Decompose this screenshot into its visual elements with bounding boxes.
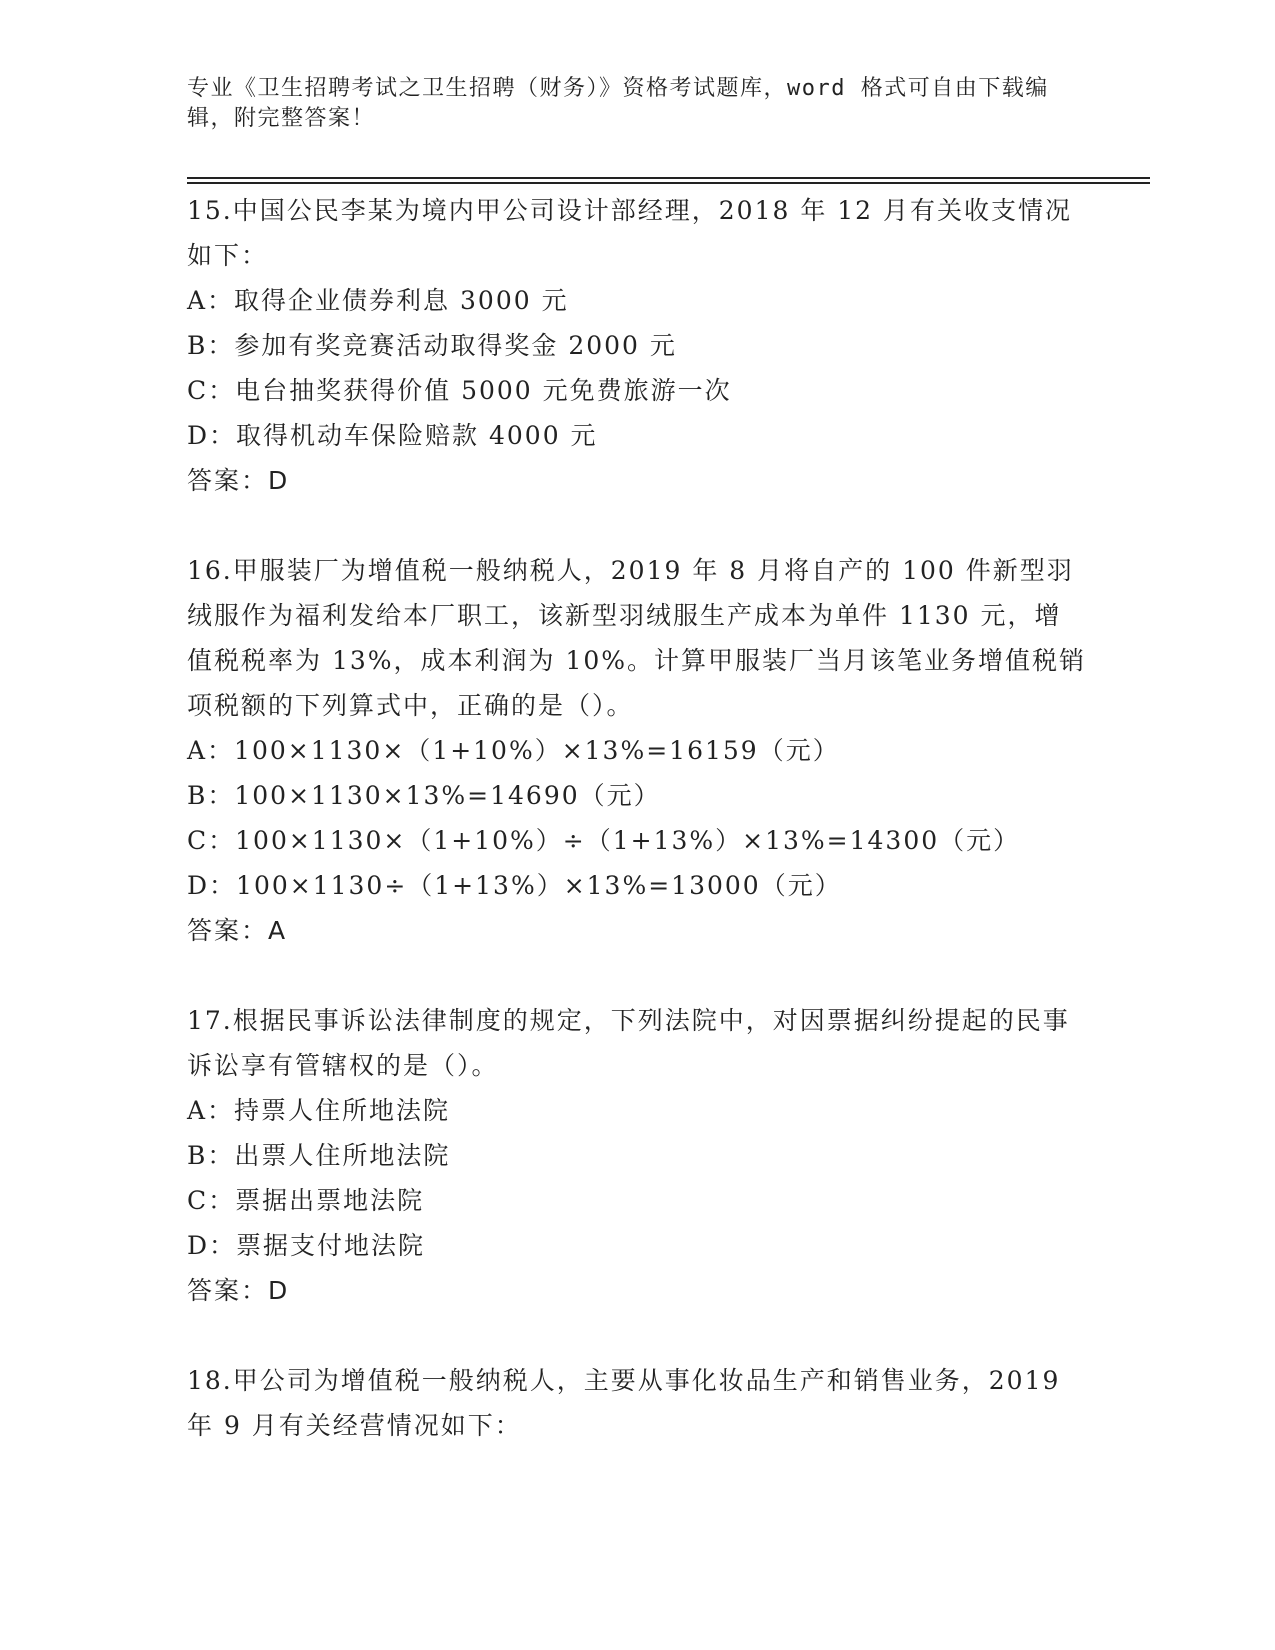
document-header: 专业《卫生招聘考试之卫生招聘（财务）》资格考试题库，word 格式可自由下载编辑，附完整答案！ [187, 76, 1049, 131]
question-16 [187, 548, 1087, 953]
option-c: C：电台抽奖获得价值 5000 元免费旅游一次 [187, 376, 732, 405]
option-c: C：100×1130×（1+10%）÷（1+13%）×13%=14300（元） [187, 826, 1021, 855]
question-list [187, 188, 1087, 1493]
question-stem: 16.甲服装厂为增值税一般纳税人，2019 年 8 月将自产的 100 件新型羽绒服作为福利发给本厂职工，该新型羽绒服生产成本为单件 1130 元，增值税税率为 13%，成本利润为 10%。计算甲服装厂当月该笔业务增值税销项税额的下列算式中，正确的是（）。 [187, 556, 1087, 720]
question-15 [187, 188, 1087, 503]
answer-line: 答案：A [187, 916, 288, 945]
option-d: D：票据支付地法院 [187, 1231, 426, 1260]
question-stem: 17.根据民事诉讼法律制度的规定，下列法院中，对因票据纠纷提起的民事诉讼享有管辖权的是（）。 [187, 1006, 1070, 1080]
option-d: D：100×1130÷（1+13%）×13%=13000（元） [187, 871, 842, 900]
question-18 [187, 1358, 1087, 1448]
option-b: B：100×1130×13%=14690（元） [187, 781, 661, 810]
answer-line: 答案：D [187, 466, 290, 495]
option-a: A：100×1130×（1+10%）×13%=16159（元） [187, 736, 840, 765]
question-stem: 15.中国公民李某为境内甲公司设计部经理，2018 年 12 月有关收支情况如下： [187, 196, 1073, 270]
option-a: A：取得企业债券利息 3000 元 [187, 286, 569, 315]
question-17 [187, 998, 1087, 1313]
option-b: B：出票人住所地法院 [187, 1141, 451, 1170]
question-stem: 18.甲公司为增值税一般纳税人，主要从事化妆品生产和销售业务，2019 年 9 月有关经营情况如下： [187, 1366, 1061, 1440]
option-b: B：参加有奖竞赛活动取得奖金 2000 元 [187, 331, 677, 360]
option-d: D：取得机动车保险赔款 4000 元 [187, 421, 598, 450]
header-divider-top [187, 177, 1150, 179]
answer-line: 答案：D [187, 1276, 290, 1305]
option-c: C：票据出票地法院 [187, 1186, 425, 1215]
option-a: A：持票人住所地法院 [187, 1096, 451, 1125]
header-divider-bottom [187, 182, 1150, 184]
